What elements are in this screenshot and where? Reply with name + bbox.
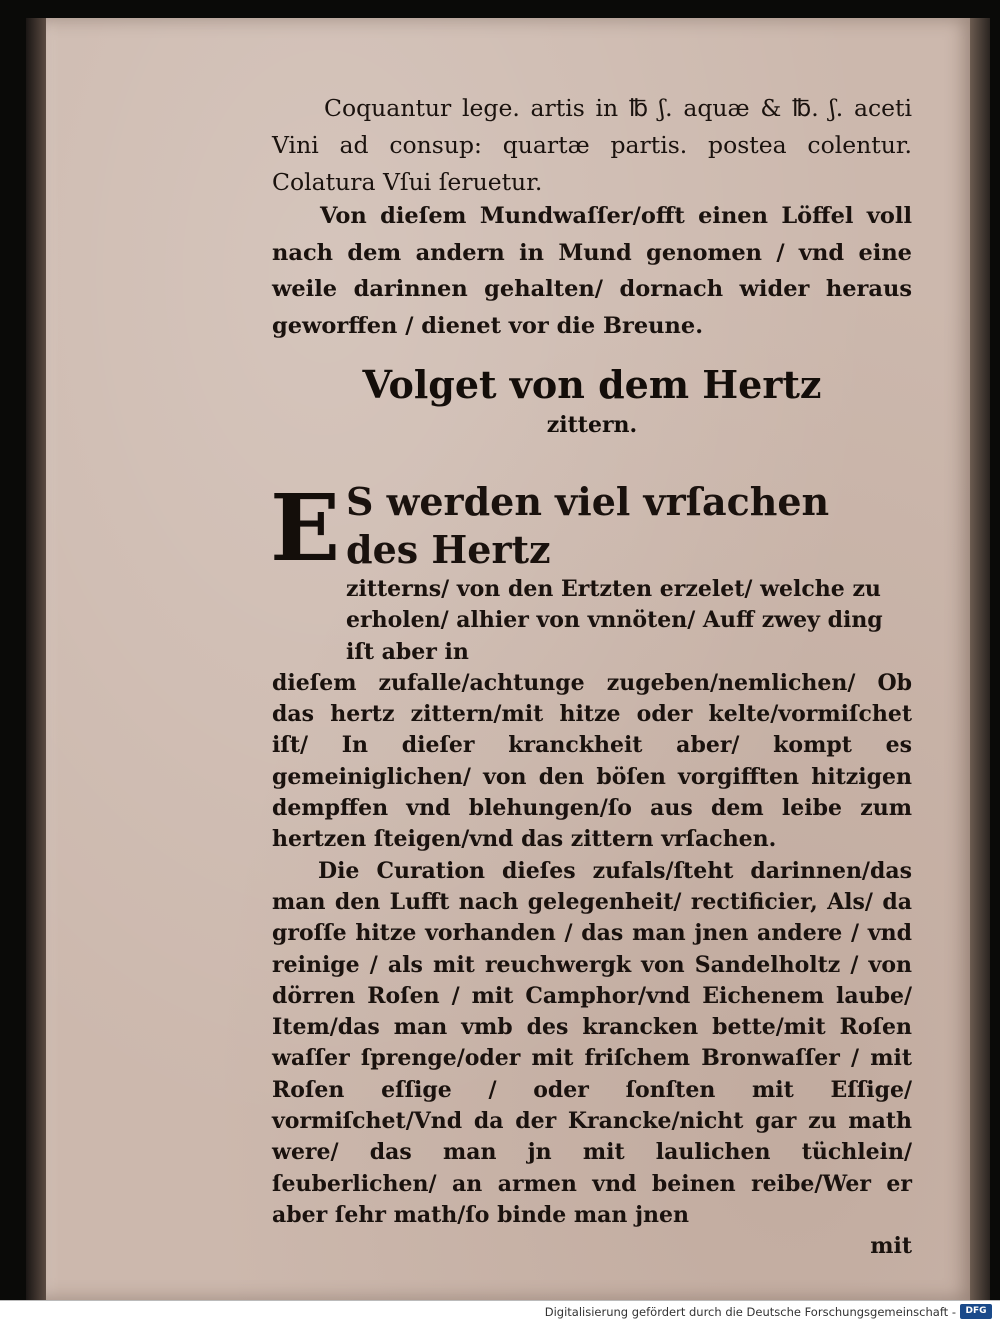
- page-right-edge: [970, 18, 990, 1300]
- latin-recipe-block: [272, 90, 912, 201]
- section-heading: [272, 360, 912, 440]
- main-body: [270, 474, 912, 1263]
- mouthwash-text: Von dieſem Mundwaſſer/offt einen Löffel voll nach dem andern in Mund genomen / vnd eine weile darinnen gehalten/ dornach wider heraus geworffen / dienet vor die Breune.: [272, 203, 912, 339]
- dfg-logo[interactable]: DFG: [960, 1304, 992, 1319]
- page-left-edge: [26, 18, 46, 1300]
- catchword: mit: [870, 1233, 912, 1260]
- footer-credit: Digitalisierung gefördert durch die Deutsche Forschungsgemeinschaft -: [544, 1305, 956, 1319]
- digitization-footer: [0, 1300, 1000, 1323]
- body-paragraph-1-rest: dieſem zufalle/achtunge zugeben/nemlichen/ Ob das hertz zittern/mit hitze oder kelte/vormiſchet iſt/ In dieſer kranckheit aber/ kompt es gemeiniglichen/ von den böſen vorgifften hitzigen dempffen vnd blehungen/ſo aus dem leibe zum hertzen ſteigen/vnd das zittern vrſachen.: [272, 669, 912, 853]
- mouthwash-paragraph: [272, 198, 912, 344]
- latin-recipe-text: Coquantur lege. artis in ℔ ʃ. aquæ & ℔. ʃ. aceti Vini ad consup: quartæ partis. postea colentur. Colatura Vſui ſeruetur.: [272, 94, 912, 196]
- heading-line-1: Volget von dem Hertz: [362, 362, 822, 407]
- decorated-initial: E: [270, 474, 341, 582]
- body-paragraph-2: Die Curation dieſes zufals/ſteht darinnen/das man den Lufft nach gelegenheit/ rectificier, Als/ da groſſe hitze vorhanden / das man jnen andere / vnd reinige / als mit reuchwergk von Sandelholtz / von dörren Roſen / mit Camphor/vnd Eichenem laube/ Item/das man vmb des krancken bette/mit Roſen waſſer ſprenge/oder mit friſchem Bronwaſſer / mit Roſen eſſige / oder ſonſten mit Eſſige/ vormiſchet/Vnd da der Krancke/nicht gar zu math were/ das man jn mit laulichen tüchlein/ſeuberlichen/ an armen vnd beinen reibe/Wer er aber ſehr math/ſo binde man jnen: [272, 857, 912, 1228]
- heading-line-2: zittern.: [546, 412, 638, 438]
- body-first-line: S werden viel vrſachen des Hertz: [346, 479, 830, 572]
- body-indented-lines: zitterns/ von den Ertzten erzelet/ welche zu erholen/ alhier von vnnöten/ Auff zwey ding iſt aber in: [346, 576, 883, 665]
